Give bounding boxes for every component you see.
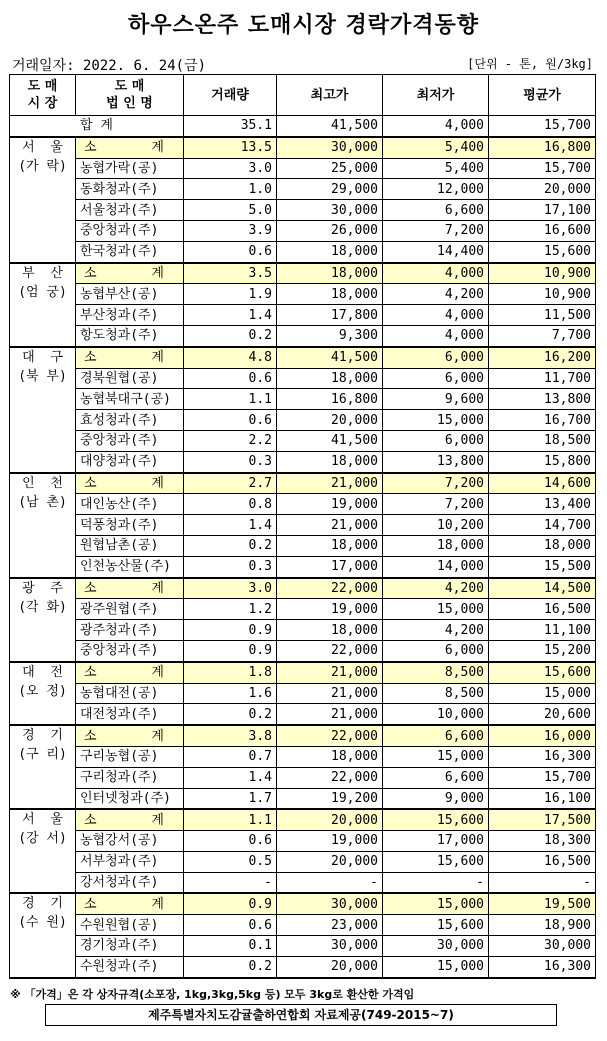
min-price-cell: 15,000 [383, 956, 489, 977]
market-name [10, 893, 76, 977]
subtotal-row [10, 893, 596, 914]
avg-price-cell: - [489, 872, 596, 893]
max-price-cell: 22,000 [277, 640, 383, 661]
max-price-cell: 29,000 [277, 179, 383, 200]
max-price-cell: 18,000 [277, 746, 383, 767]
market-name [10, 662, 76, 725]
corp-name: 효성청과(주) [76, 410, 184, 431]
min-price-cell: 7,200 [383, 220, 489, 241]
corp-name: 농협가락(공) [76, 158, 184, 179]
avg-price-cell: 16,700 [489, 410, 596, 431]
max-price-cell: 21,000 [277, 704, 383, 725]
header-max: 최고가 [277, 75, 383, 116]
corp-name: 중앙청과(주) [76, 430, 184, 451]
volume-cell: 2.7 [184, 473, 277, 494]
avg-price-cell: 16,300 [489, 746, 596, 767]
min-price-cell: 4,200 [383, 620, 489, 641]
corp-name: 대전청과(주) [76, 704, 184, 725]
volume-cell: 0.2 [184, 535, 277, 556]
subtotal-label: 소 계 [76, 347, 184, 368]
market-district: (강 서) [18, 831, 67, 847]
min-price-cell: 15,000 [383, 893, 489, 914]
min-price-cell: 14,000 [383, 556, 489, 577]
market-city: 경 기 [22, 896, 63, 912]
min-price-cell: 13,800 [383, 451, 489, 472]
avg-price-cell: 16,300 [489, 956, 596, 977]
min-price-cell: 15,000 [383, 746, 489, 767]
max-price-cell: 16,800 [277, 389, 383, 410]
min-price-cell: 7,200 [383, 473, 489, 494]
table-row [10, 872, 596, 893]
volume-cell: 0.6 [184, 241, 277, 262]
market-name [10, 347, 76, 473]
volume-cell: 0.6 [184, 831, 277, 852]
market-name [10, 137, 76, 263]
total-min: 4,000 [383, 116, 489, 137]
market-district: (수 원) [18, 915, 67, 931]
min-price-cell: 4,000 [383, 305, 489, 326]
avg-price-cell: 15,600 [489, 662, 596, 683]
table-row [10, 305, 596, 326]
max-price-cell: 18,000 [277, 368, 383, 389]
max-price-cell: 21,000 [277, 662, 383, 683]
market-city: 인 천 [22, 475, 63, 491]
avg-price-cell: 11,700 [489, 368, 596, 389]
volume-cell: 3.0 [184, 158, 277, 179]
volume-cell: 1.8 [184, 662, 277, 683]
min-price-cell: 9,000 [383, 788, 489, 809]
table-row [10, 325, 596, 346]
header-corp-top: 도 매 [114, 79, 145, 94]
corp-name: 원협남촌(공) [76, 535, 184, 556]
market-city: 대 전 [22, 664, 63, 680]
table-row [10, 915, 596, 936]
market-district: (엄 궁) [18, 284, 67, 300]
subtotal-label: 소 계 [76, 662, 184, 683]
max-price-cell: 30,000 [277, 137, 383, 158]
table-row [10, 851, 596, 872]
avg-price-cell: 10,900 [489, 263, 596, 284]
volume-cell: 0.7 [184, 746, 277, 767]
max-price-cell: 18,000 [277, 620, 383, 641]
table-row [10, 410, 596, 431]
min-price-cell: 6,000 [383, 368, 489, 389]
table-row [10, 599, 596, 620]
corp-name: 덕풍청과(주) [76, 515, 184, 536]
min-price-cell: 8,500 [383, 683, 489, 704]
avg-price-cell: 10,900 [489, 284, 596, 305]
corp-name: 대인농산(주) [76, 494, 184, 515]
volume-cell: - [184, 872, 277, 893]
avg-price-cell: 16,500 [489, 851, 596, 872]
market-city: 부 산 [22, 265, 63, 281]
volume-cell: 1.0 [184, 179, 277, 200]
subtotal-row [10, 263, 596, 284]
market-name [10, 263, 76, 347]
volume-cell: 0.9 [184, 620, 277, 641]
corp-name: 농협대전(공) [76, 683, 184, 704]
table-row [10, 451, 596, 472]
table-row [10, 158, 596, 179]
min-price-cell: 18,000 [383, 535, 489, 556]
volume-cell: 0.5 [184, 851, 277, 872]
min-price-cell: 14,400 [383, 241, 489, 262]
avg-price-cell: 14,500 [489, 578, 596, 599]
corp-name: 인천농산물(주) [76, 556, 184, 577]
min-price-cell: 4,000 [383, 263, 489, 284]
table-row [10, 683, 596, 704]
subtotal-label: 소 계 [76, 263, 184, 284]
table-row [10, 241, 596, 262]
min-price-cell: 4,000 [383, 325, 489, 346]
table-row [10, 368, 596, 389]
max-price-cell: 41,500 [277, 347, 383, 368]
table-row [10, 430, 596, 451]
max-price-cell: 18,000 [277, 263, 383, 284]
max-price-cell: 20,000 [277, 956, 383, 977]
table-row [10, 620, 596, 641]
max-price-cell: 18,000 [277, 284, 383, 305]
min-price-cell: 6,000 [383, 430, 489, 451]
corp-name: 수원원협(공) [76, 915, 184, 936]
corp-name: 서부청과(주) [76, 851, 184, 872]
volume-cell: 1.1 [184, 809, 277, 830]
source-box: 제주특별자치도감귤출하연합회 자료제공(749-2015~7) [45, 1004, 557, 1026]
min-price-cell: 6,600 [383, 725, 489, 746]
table-row [10, 389, 596, 410]
avg-price-cell: 16,800 [489, 137, 596, 158]
avg-price-cell: 20,000 [489, 179, 596, 200]
avg-price-cell: 15,700 [489, 767, 596, 788]
corp-name: 동화청과(주) [76, 179, 184, 200]
volume-cell: 0.9 [184, 640, 277, 661]
table-row [10, 704, 596, 725]
header-avg: 평균가 [489, 75, 596, 116]
subtotal-row [10, 662, 596, 683]
max-price-cell: 19,000 [277, 831, 383, 852]
corp-name: 수원청과(주) [76, 956, 184, 977]
market-district: (오 정) [18, 683, 67, 699]
min-price-cell: 6,000 [383, 347, 489, 368]
avg-price-cell: 15,500 [489, 556, 596, 577]
volume-cell: 1.7 [184, 788, 277, 809]
volume-cell: 0.2 [184, 704, 277, 725]
table-row [10, 831, 596, 852]
subtotal-label: 소 계 [76, 473, 184, 494]
max-price-cell: 17,000 [277, 556, 383, 577]
volume-cell: 4.8 [184, 347, 277, 368]
max-price-cell: 22,000 [277, 767, 383, 788]
avg-price-cell: 11,100 [489, 620, 596, 641]
avg-price-cell: 14,600 [489, 473, 596, 494]
corp-name: 항도청과(주) [76, 325, 184, 346]
table-row [10, 515, 596, 536]
avg-price-cell: 17,500 [489, 809, 596, 830]
page-title: 하우스온주 도매시장 경락가격동향 [127, 13, 480, 38]
max-price-cell: 23,000 [277, 915, 383, 936]
avg-price-cell: 15,000 [489, 683, 596, 704]
min-price-cell: 15,000 [383, 599, 489, 620]
market-name [10, 809, 76, 893]
min-price-cell: 4,200 [383, 578, 489, 599]
max-price-cell: - [277, 872, 383, 893]
volume-cell: 3.8 [184, 725, 277, 746]
volume-cell: 1.4 [184, 515, 277, 536]
market-city: 경 기 [22, 728, 63, 744]
table-row [10, 535, 596, 556]
volume-cell: 0.3 [184, 556, 277, 577]
volume-cell: 1.4 [184, 767, 277, 788]
market-name [10, 578, 76, 662]
min-price-cell: 15,600 [383, 915, 489, 936]
subtotal-row [10, 578, 596, 599]
avg-price-cell: 17,100 [489, 200, 596, 221]
avg-price-cell: 15,700 [489, 158, 596, 179]
max-price-cell: 20,000 [277, 851, 383, 872]
footnote: ※ 「가격」은 각 상자규격(소포장, 1kg,3kg,5kg 등) 모두 3kg로 환산한 가격임 [10, 988, 415, 1001]
max-price-cell: 25,000 [277, 158, 383, 179]
max-price-cell: 20,000 [277, 809, 383, 830]
volume-cell: 0.2 [184, 325, 277, 346]
max-price-cell: 30,000 [277, 936, 383, 957]
avg-price-cell: 13,400 [489, 494, 596, 515]
unit-label: [단위 - 톤, 원/3kg] [467, 57, 593, 71]
market-district: (구 리) [18, 747, 67, 763]
volume-cell: 0.3 [184, 451, 277, 472]
volume-cell: 0.2 [184, 956, 277, 977]
subtotal-label: 소 계 [76, 137, 184, 158]
table-row [10, 767, 596, 788]
min-price-cell: 12,000 [383, 179, 489, 200]
max-price-cell: 26,000 [277, 220, 383, 241]
market-name [10, 725, 76, 809]
subtotal-label: 소 계 [76, 809, 184, 830]
avg-price-cell: 15,200 [489, 640, 596, 661]
total-volume: 35.1 [184, 116, 277, 137]
avg-price-cell: 18,000 [489, 535, 596, 556]
min-price-cell: 7,200 [383, 494, 489, 515]
min-price-cell: 6,600 [383, 767, 489, 788]
table-row [10, 220, 596, 241]
subtotal-row [10, 809, 596, 830]
max-price-cell: 18,000 [277, 451, 383, 472]
header-market [10, 75, 76, 116]
min-price-cell: 5,400 [383, 137, 489, 158]
max-price-cell: 30,000 [277, 200, 383, 221]
subtotal-row [10, 725, 596, 746]
volume-cell: 0.6 [184, 368, 277, 389]
table-row [10, 179, 596, 200]
volume-cell: 0.9 [184, 893, 277, 914]
volume-cell: 3.9 [184, 220, 277, 241]
volume-cell: 13.5 [184, 137, 277, 158]
volume-cell: 3.5 [184, 263, 277, 284]
corp-name: 대양청과(주) [76, 451, 184, 472]
avg-price-cell: 18,300 [489, 831, 596, 852]
corp-name: 한국청과(주) [76, 241, 184, 262]
volume-cell: 1.9 [184, 284, 277, 305]
avg-price-cell: 18,500 [489, 430, 596, 451]
corp-name: 광주청과(주) [76, 620, 184, 641]
max-price-cell: 41,500 [277, 430, 383, 451]
subtotal-label: 소 계 [76, 578, 184, 599]
min-price-cell: 15,600 [383, 809, 489, 830]
market-district: (북 부) [18, 368, 67, 384]
table-row [10, 284, 596, 305]
corp-name: 강서청과(주) [76, 872, 184, 893]
subtotal-label: 소 계 [76, 893, 184, 914]
min-price-cell: 6,000 [383, 640, 489, 661]
max-price-cell: 19,200 [277, 788, 383, 809]
market-city: 서 울 [22, 812, 63, 828]
corp-name: 광주원협(주) [76, 599, 184, 620]
market-city: 대 구 [22, 349, 63, 365]
volume-cell: 5.0 [184, 200, 277, 221]
avg-price-cell: 16,100 [489, 788, 596, 809]
volume-cell: 0.1 [184, 936, 277, 957]
market-district: (가 락) [18, 158, 67, 174]
total-row [10, 116, 596, 137]
header-market-top: 도 매 [27, 79, 58, 94]
header-corp-bottom: 법 인 명 [106, 96, 153, 111]
avg-price-cell: 15,600 [489, 241, 596, 262]
volume-cell: 0.6 [184, 410, 277, 431]
table-header-row [10, 75, 596, 116]
trade-date: 거래일자: 2022. 6. 24(금) [12, 58, 207, 74]
max-price-cell: 20,000 [277, 410, 383, 431]
min-price-cell: 8,500 [383, 662, 489, 683]
table-row [10, 956, 596, 977]
min-price-cell: 15,600 [383, 851, 489, 872]
table-row [10, 936, 596, 957]
subtotal-row [10, 473, 596, 494]
corp-name: 서울청과(주) [76, 200, 184, 221]
corp-name: 중앙청과(주) [76, 220, 184, 241]
volume-cell: 1.4 [184, 305, 277, 326]
max-price-cell: 18,000 [277, 535, 383, 556]
volume-cell: 2.2 [184, 430, 277, 451]
total-label: 합 계 [10, 116, 184, 137]
min-price-cell: 17,000 [383, 831, 489, 852]
min-price-cell: 5,400 [383, 158, 489, 179]
avg-price-cell: 7,700 [489, 325, 596, 346]
subtotal-row [10, 137, 596, 158]
max-price-cell: 22,000 [277, 578, 383, 599]
max-price-cell: 21,000 [277, 683, 383, 704]
avg-price-cell: 16,200 [489, 347, 596, 368]
volume-cell: 1.1 [184, 389, 277, 410]
corp-name: 농협강서(공) [76, 831, 184, 852]
price-table [9, 74, 596, 979]
avg-price-cell: 14,700 [489, 515, 596, 536]
subtotal-row [10, 347, 596, 368]
table-row [10, 200, 596, 221]
header-market-bottom: 시 장 [27, 96, 58, 111]
avg-price-cell: 16,500 [489, 599, 596, 620]
corp-name: 경기청과(주) [76, 936, 184, 957]
avg-price-cell: 11,500 [489, 305, 596, 326]
market-district: (각 화) [18, 599, 67, 615]
max-price-cell: 22,000 [277, 725, 383, 746]
corp-name: 농협북대구(공) [76, 389, 184, 410]
max-price-cell: 19,000 [277, 599, 383, 620]
max-price-cell: 9,300 [277, 325, 383, 346]
corp-name: 경북원협(공) [76, 368, 184, 389]
total-max: 41,500 [277, 116, 383, 137]
table-row [10, 746, 596, 767]
market-city: 광 주 [22, 580, 63, 596]
avg-price-cell: 15,800 [489, 451, 596, 472]
subtotal-label: 소 계 [76, 725, 184, 746]
corp-name: 중앙청과(주) [76, 640, 184, 661]
volume-cell: 1.6 [184, 683, 277, 704]
corp-name: 구리농협(공) [76, 746, 184, 767]
corp-name: 구리청과(주) [76, 767, 184, 788]
avg-price-cell: 16,000 [489, 725, 596, 746]
max-price-cell: 21,000 [277, 473, 383, 494]
total-avg: 15,700 [489, 116, 596, 137]
min-price-cell: 6,600 [383, 200, 489, 221]
avg-price-cell: 19,500 [489, 893, 596, 914]
avg-price-cell: 16,600 [489, 220, 596, 241]
header-volume: 거래량 [184, 75, 277, 116]
table-row [10, 788, 596, 809]
market-name [10, 473, 76, 578]
volume-cell: 0.8 [184, 494, 277, 515]
header-corp [76, 75, 184, 116]
max-price-cell: 18,000 [277, 241, 383, 262]
corp-name: 농협부산(공) [76, 284, 184, 305]
volume-cell: 1.2 [184, 599, 277, 620]
avg-price-cell: 20,600 [489, 704, 596, 725]
market-city: 서 울 [22, 139, 63, 155]
corp-name: 부산청과(주) [76, 305, 184, 326]
max-price-cell: 21,000 [277, 515, 383, 536]
table-row [10, 640, 596, 661]
avg-price-cell: 18,900 [489, 915, 596, 936]
min-price-cell: - [383, 872, 489, 893]
avg-price-cell: 30,000 [489, 936, 596, 957]
max-price-cell: 19,000 [277, 494, 383, 515]
header-min: 최저가 [383, 75, 489, 116]
volume-cell: 3.0 [184, 578, 277, 599]
min-price-cell: 30,000 [383, 936, 489, 957]
min-price-cell: 15,000 [383, 410, 489, 431]
market-district: (남 촌) [18, 494, 67, 510]
min-price-cell: 4,200 [383, 284, 489, 305]
min-price-cell: 9,600 [383, 389, 489, 410]
avg-price-cell: 13,800 [489, 389, 596, 410]
max-price-cell: 30,000 [277, 893, 383, 914]
max-price-cell: 17,800 [277, 305, 383, 326]
min-price-cell: 10,000 [383, 704, 489, 725]
table-row [10, 556, 596, 577]
table-row [10, 494, 596, 515]
volume-cell: 0.6 [184, 915, 277, 936]
min-price-cell: 10,200 [383, 515, 489, 536]
corp-name: 인터넷청과(주) [76, 788, 184, 809]
